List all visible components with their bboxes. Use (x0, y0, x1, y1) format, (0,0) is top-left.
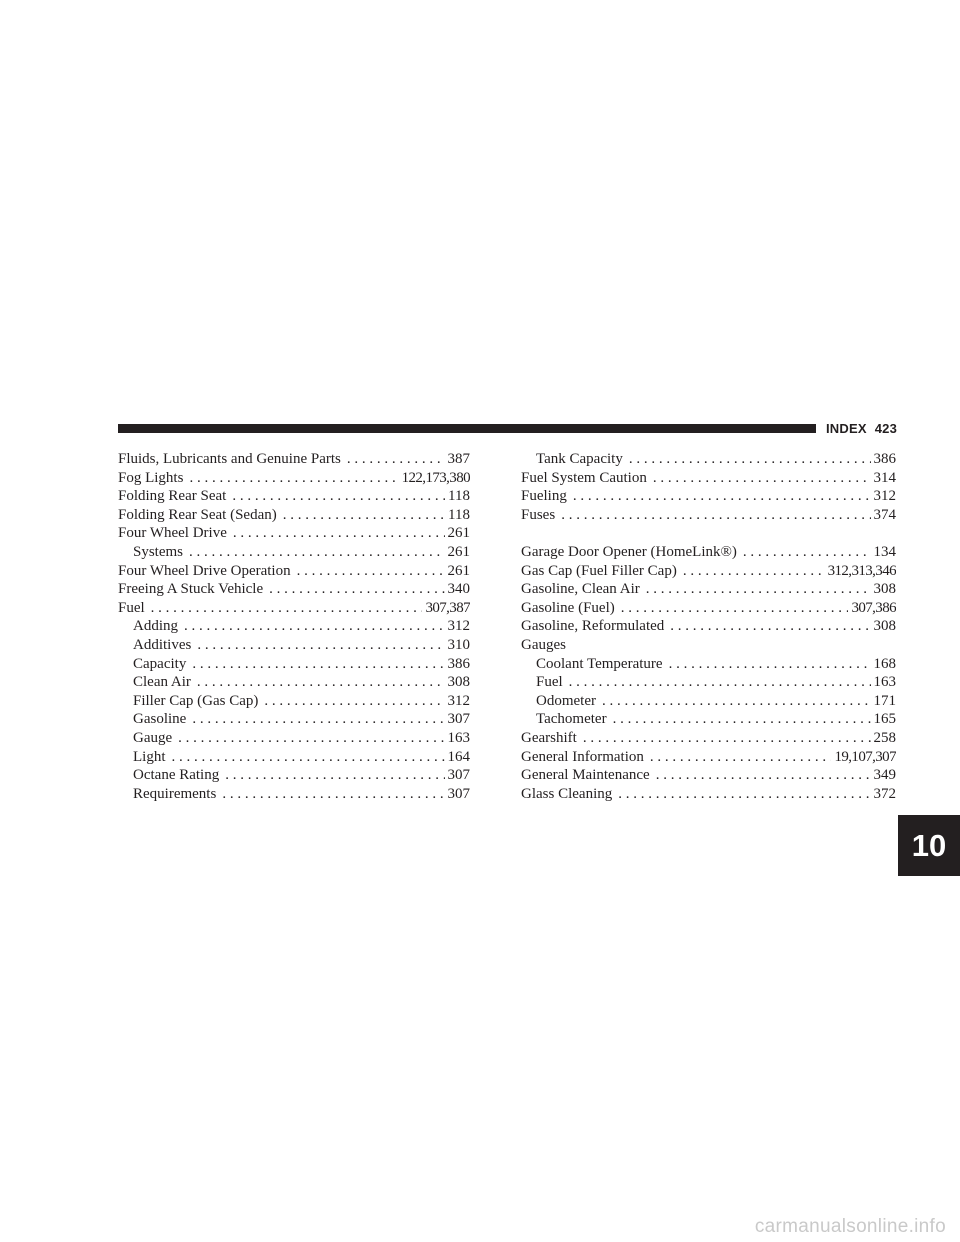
dot-leader (656, 766, 871, 785)
entry-label: Adding (133, 618, 178, 635)
entry-page-ref: 118 (448, 506, 470, 523)
dot-leader (264, 692, 444, 711)
entry-label: Gasoline (Fuel) (521, 599, 615, 616)
entry-label: Four Wheel Drive (118, 525, 227, 542)
entry-label: Fuses (521, 506, 556, 523)
entry-page-ref: 261 (447, 525, 470, 542)
dot-leader (569, 673, 871, 692)
entry-label: General Information (521, 748, 644, 765)
entry-label: Folding Rear Seat (118, 488, 227, 505)
dot-leader (172, 748, 445, 767)
entry-page-ref: 387 (447, 451, 470, 467)
index-entry (521, 562, 896, 581)
dot-leader (232, 487, 445, 506)
dot-leader (347, 450, 445, 469)
entry-label: Additives (133, 636, 192, 653)
entry-label: Tachometer (536, 711, 607, 728)
index-column-left (118, 450, 470, 803)
dot-leader (184, 617, 445, 636)
index-entry (521, 748, 896, 767)
index-entry (118, 506, 470, 525)
entry-page-ref: 163 (873, 674, 896, 691)
dot-leader (629, 450, 871, 469)
index-subentry (118, 673, 470, 692)
header-rule (118, 424, 816, 433)
index-entry (521, 599, 896, 618)
page-number: 423 (874, 421, 898, 436)
entry-page-ref: 307,387 (425, 599, 470, 616)
index-entry (118, 450, 470, 469)
entry-page-ref: 307 (447, 711, 470, 728)
dot-leader (192, 710, 444, 729)
entry-page-ref: 308 (873, 618, 896, 635)
index-subentry (118, 766, 470, 785)
index-entry (118, 562, 470, 581)
index-subentry (118, 636, 470, 655)
entry-label: Light (133, 748, 166, 765)
index-entry (521, 506, 896, 525)
index-entry (118, 469, 470, 488)
entry-page-ref: 314 (873, 469, 896, 486)
entry-label: Clean Air (133, 674, 191, 691)
index-subentry (118, 692, 470, 711)
dot-leader (297, 562, 445, 581)
entry-label: Gasoline, Reformulated (521, 618, 665, 635)
section-title: INDEX (826, 421, 867, 436)
dot-leader (197, 673, 445, 692)
dot-leader (602, 692, 871, 711)
index-subentry (521, 710, 896, 729)
index-entry (521, 580, 896, 599)
dot-leader (178, 729, 444, 748)
entry-label: Requirements (133, 785, 217, 802)
entry-label: Gasoline, Clean Air (521, 581, 640, 598)
dot-leader (225, 766, 444, 785)
dot-leader (283, 506, 445, 525)
index-entry (521, 543, 896, 562)
entry-label: Systems (133, 543, 184, 560)
entry-label: Four Wheel Drive Operation (118, 562, 291, 579)
entry-page-ref: 308 (873, 581, 896, 598)
index-entry (521, 636, 896, 655)
dot-leader (573, 487, 871, 506)
index-subentry (118, 710, 470, 729)
dot-leader (197, 636, 444, 655)
entry-label: Filler Cap (Gas Cap) (133, 692, 259, 709)
index-entry (521, 729, 896, 748)
index-entry (118, 580, 470, 599)
entry-label: General Maintenance (521, 767, 650, 784)
entry-page-ref: 118 (448, 488, 470, 505)
dot-leader (583, 729, 871, 748)
entry-page-ref: 122,173,380 (401, 469, 470, 486)
dot-leader (650, 748, 832, 767)
entry-label: Folding Rear Seat (Sedan) (118, 506, 277, 523)
index-subentry (118, 785, 470, 804)
entry-page-ref: 171 (873, 692, 896, 709)
entry-page-ref: 307 (447, 767, 470, 784)
entry-page-ref: 307 (447, 785, 470, 802)
dot-leader (683, 562, 825, 581)
entry-label: Octane Rating (133, 767, 220, 784)
entry-page-ref: 349 (873, 767, 896, 784)
dot-leader (646, 580, 871, 599)
entry-page-ref: 261 (447, 562, 470, 579)
entry-label: Fuel (536, 674, 563, 691)
entry-page-ref: 307,386 (851, 599, 896, 616)
entry-label: Odometer (536, 692, 596, 709)
entry-page-ref: 163 (447, 729, 470, 746)
index-entry (521, 469, 896, 488)
entry-label: Gearshift (521, 729, 577, 746)
dot-leader (222, 785, 444, 804)
chapter-tab: 10 (898, 815, 960, 876)
entry-label: Gasoline (133, 711, 187, 728)
dot-leader (269, 580, 444, 599)
entry-page-ref: 386 (873, 451, 896, 467)
entry-label: Tank Capacity (536, 451, 623, 467)
entry-label: Capacity (133, 655, 187, 672)
dot-leader (561, 506, 870, 525)
entry-label: Fueling (521, 488, 567, 505)
entry-label: Garage Door Opener (HomeLink®) (521, 543, 737, 560)
dot-leader (618, 785, 870, 804)
entry-page-ref: 308 (447, 674, 470, 691)
entry-page-ref: 312 (447, 692, 470, 709)
dot-leader (670, 617, 870, 636)
index-subentry (118, 617, 470, 636)
entry-label: Freeing A Stuck Vehicle (118, 581, 264, 598)
index-subentry (521, 673, 896, 692)
entry-page-ref: 261 (447, 543, 470, 560)
dot-leader (743, 543, 871, 562)
index-entry (521, 766, 896, 785)
index-subentry (118, 543, 470, 562)
dot-leader (151, 599, 423, 618)
index-entry (118, 524, 470, 543)
index-entry (118, 599, 470, 618)
entry-page-ref: 165 (873, 711, 896, 728)
entry-label: Gauges (521, 636, 566, 653)
running-header (826, 421, 897, 437)
index-entry (521, 617, 896, 636)
entry-page-ref: 258 (873, 729, 896, 746)
dot-leader (669, 655, 871, 674)
entry-page-ref: 164 (447, 748, 470, 765)
index-entry (521, 785, 896, 804)
index-subentry (521, 655, 896, 674)
entry-page-ref: 312 (447, 618, 470, 635)
dot-leader (653, 469, 871, 488)
index-subentry (118, 748, 470, 767)
entry-page-ref: 168 (873, 655, 896, 672)
entry-label: Fog Lights (118, 469, 184, 486)
entry-label: Coolant Temperature (536, 655, 663, 672)
entry-label: Fuel System Caution (521, 469, 647, 486)
dot-leader (621, 599, 849, 618)
entry-label: Fluids, Lubricants and Genuine Parts (118, 451, 341, 467)
entry-page-ref: 312,313,346 (827, 562, 896, 579)
entry-page-ref: 340 (447, 581, 470, 598)
entry-page-ref: 19,107,307 (834, 748, 896, 765)
entry-page-ref: 310 (447, 636, 470, 653)
entry-label: Gas Cap (Fuel Filler Cap) (521, 562, 677, 579)
entry-page-ref: 134 (873, 543, 896, 560)
index-subentry (118, 729, 470, 748)
index-column-right (521, 450, 896, 803)
entry-page-ref: 312 (873, 488, 896, 505)
entry-gap (521, 524, 896, 543)
index-entry (521, 487, 896, 506)
dot-leader (192, 655, 444, 674)
dot-leader (189, 469, 398, 488)
entry-label: Gauge (133, 729, 173, 746)
dot-leader (189, 543, 444, 562)
entry-label: Glass Cleaning (521, 785, 613, 802)
watermark: carmanualsonline.info (754, 1216, 946, 1237)
entry-page-ref: 372 (873, 785, 896, 802)
index-subentry (521, 692, 896, 711)
dot-leader (233, 524, 445, 543)
entry-label: Fuel (118, 599, 145, 616)
entry-page-ref: 374 (873, 506, 896, 523)
dot-leader (613, 710, 871, 729)
index-subentry (118, 655, 470, 674)
index-entry (118, 487, 470, 506)
entry-page-ref: 386 (447, 655, 470, 672)
index-subentry (521, 450, 896, 469)
